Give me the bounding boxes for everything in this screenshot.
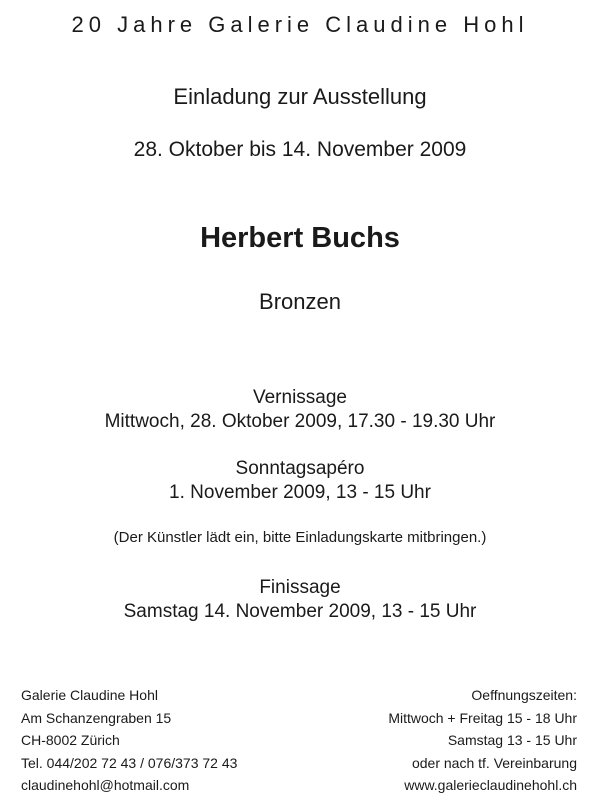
hours-saturday: Samstag 13 - 15 Uhr (447, 732, 577, 748)
hours-appointment: oder nach tf. Vereinbarung (411, 754, 577, 771)
hours-heading: Oeffnungszeiten: (471, 687, 577, 703)
hours-weekdays: Mittwoch + Freitag 15 - 18 Uhr (388, 709, 577, 726)
invitation-note: (Der Künstler lädt ein, bitte Einladungskarte mitbringen.) (113, 529, 487, 546)
sonntagsapero-detail: 1. November 2009, 13 - 15 Uhr (169, 482, 431, 503)
exhibition-dates: 28. Oktober bis 14. November 2009 (133, 138, 467, 161)
invitation-heading: Einladung zur Ausstellung (173, 84, 427, 109)
sonntagsapero-title: Sonntagsapéro (235, 458, 365, 479)
gallery-contact-block (21, 684, 237, 797)
gallery-website: www.galerieclaudinehohl.ch (404, 777, 577, 793)
finissage-title: Finissage (259, 577, 341, 598)
contact-street: Am Schanzengraben 15 (21, 709, 172, 726)
vernissage-title: Vernissage (252, 387, 347, 408)
contact-city: CH-8002 Zürich (21, 732, 120, 748)
artist-name: Herbert Buchs (200, 222, 400, 254)
vernissage-detail: Mittwoch, 28. Oktober 2009, 17.30 - 19.30 Uhr (104, 411, 496, 432)
contact-name: Galerie Claudine Hohl (21, 687, 158, 703)
gallery-anniversary-banner: 20 Jahre Galerie Claudine Hohl (71, 12, 529, 37)
contact-phone: Tel. 044/202 72 43 / 076/373 72 43 (21, 754, 238, 771)
finissage-detail: Samstag 14. November 2009, 13 - 15 Uhr (123, 601, 477, 622)
contact-email: claudinehohl@hotmail.com (21, 777, 190, 793)
exhibition-subtitle: Bronzen (259, 289, 341, 314)
opening-hours-block (388, 684, 577, 797)
